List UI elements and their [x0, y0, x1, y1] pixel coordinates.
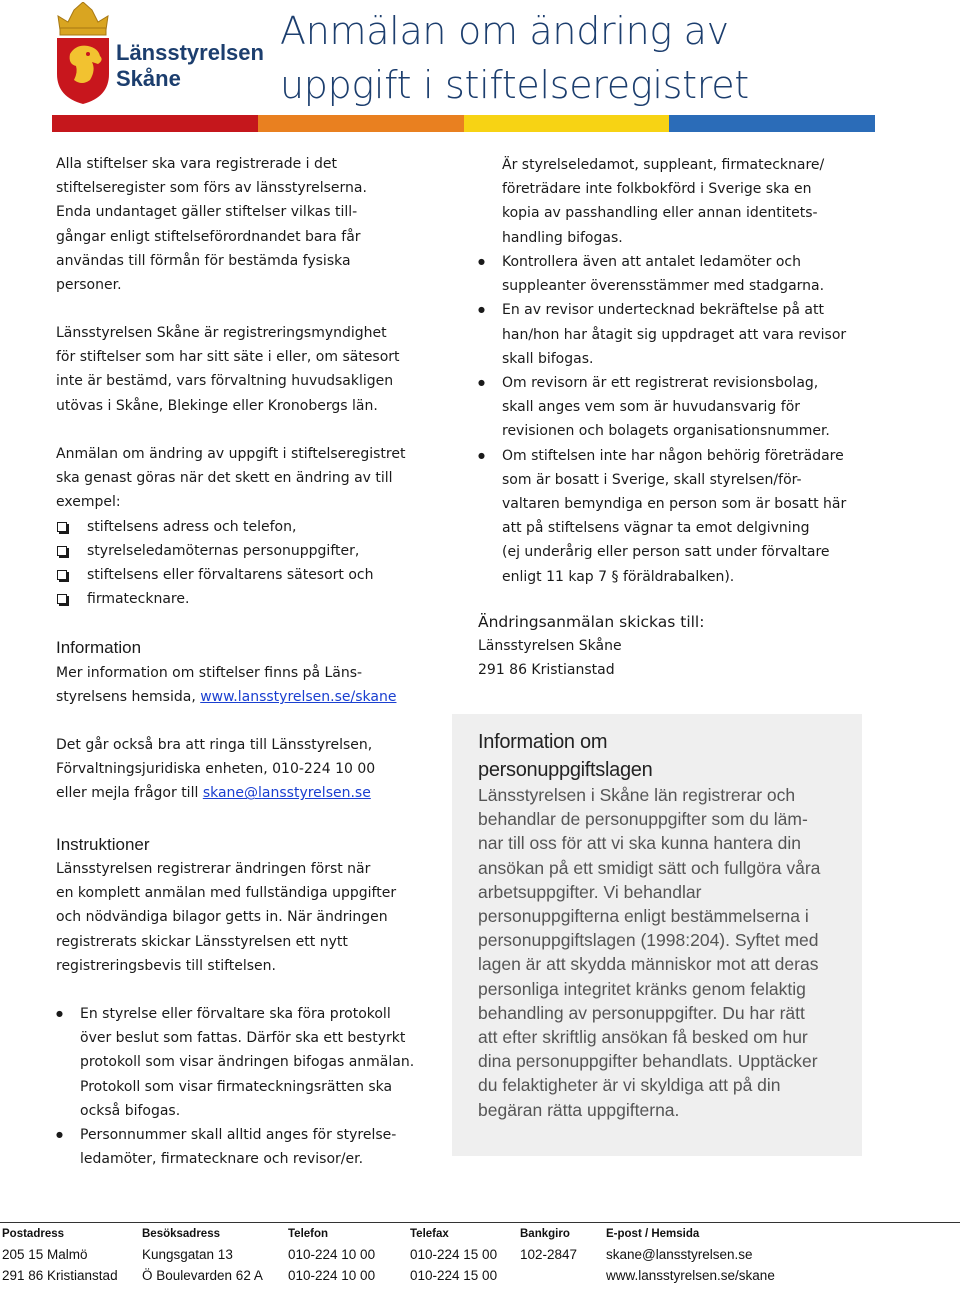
footer-divider: [0, 1222, 960, 1223]
authority-paragraph: Länsstyrelsen Skåne är registreringsmyndighet för stiftelser som har sitt säte i eller, om sätesort inte är bestämd, vars förvaltning huvudsakligen utövas i Skåne, Blekinge eller Kronobergs län.: [56, 325, 400, 414]
logo-wordmark: [116, 40, 264, 92]
document-title: [280, 4, 940, 112]
instructions-paragraph: Länsstyrelsen registrerar ändringen först när en komplett anmälan med fullständiga uppgifter och nödvändiga bilagor getts in. När ändringen registrerats skickar Länsstyrelsen ett nytt registreringsbevis till stiftelsen.: [56, 861, 397, 974]
checkbox-icon: [57, 594, 67, 604]
intro-paragraph: Alla stiftelser ska vara registrerade i det stiftelseregister som förs av länsstyrelserna. Enda undantaget gäller stiftelser vilkas till- gångar enligt stiftelseförordnandet bara får användas till förmån för bestämda fysiska personer.: [56, 156, 367, 294]
bullet-item: ● Om revisorn är ett registrerat revisionsbolag, skall anges vem som är huvudansvarig för revisionen och bolagets organisationsnummer.: [478, 371, 918, 444]
checklist-item: stiftelsens eller förvaltarens sätesort och: [56, 563, 446, 587]
privacy-info-title: Information om personuppgiftslagen: [478, 731, 653, 781]
color-bar-yellow: [464, 115, 670, 132]
logo-line-2: Skåne: [116, 66, 181, 91]
coat-of-arms-icon: [52, 2, 114, 106]
bullet-item: ● Om stiftelsen inte har någon behörig företrädare som är bosatt i Sverige, skall styrelsen/för- valtaren bemyndiga en person som är bosatt här att på stiftelsens vägnar ta emot delgivning (ej underårig eller person satt under förvaltare enligt 11 kap 7 § föräldrabalken).: [478, 444, 918, 589]
information-heading: Information: [56, 638, 142, 657]
footer-column-bankgiro: Bankgiro 102-2847: [520, 1228, 578, 1262]
checklist-item: styrelseledamöternas personuppgifter,: [56, 539, 446, 563]
send-to-heading: Ändringsanmälan skickas till:: [478, 613, 705, 631]
color-bar-red: [52, 115, 258, 132]
footer-column-postal: Postadress 205 15 Malmö 291 86 Kristianstad: [2, 1228, 118, 1283]
checklist-item: firmatecknare.: [56, 587, 446, 611]
website-link[interactable]: www.lansstyrelsen.se/skane: [200, 689, 397, 706]
bullet-item: ● En av revisor undertecknad bekräftelse på att han/hon har åtagit sig uppdraget att vara revisor skall bifogas.: [478, 298, 918, 371]
bullet-item: ● En styrelse eller förvaltare ska föra protokoll över beslut som fattas. Därför ska ett bestyrkt protokoll som visar ändringen bifogas anmälan. Protokoll som visar firmateckningsrätten ska också bifogas.: [56, 1002, 451, 1123]
instructions-bullet-list: [56, 1002, 451, 1171]
footer-column-phone: Telefon 010-224 10 00 010-224 10 00: [288, 1228, 376, 1283]
color-bar-orange: [258, 115, 464, 132]
checkbox-icon: [57, 522, 67, 532]
checkbox-icon: [57, 546, 67, 556]
instructions-heading: Instruktioner: [56, 835, 150, 854]
logo-line-1: Länsstyrelsen: [116, 40, 264, 65]
contact-paragraph: Det går också bra att ringa till Länsstyrelsen, Förvaltningsjuridiska enheten, 010-224 10 00 eller mejla frågor till skane@lansstyrelsen.se: [56, 737, 376, 802]
footer-column-visit: Besöksadress Kungsgatan 13 Ö Boulevarden 62 A: [142, 1228, 263, 1283]
checkbox-icon: [57, 570, 67, 580]
brand-color-bar: [52, 115, 875, 132]
privacy-info-body: Länsstyrelsen i Skåne län registrerar och behandlar de personuppgifter som du läm- nar till oss för att vi ska kunna hantera din ansökan på ett smidigt sätt och fullgöra våra arbetsuppgifter. Vi behandlar personuppgifterna enligt bestämmelserna i personuppgiftslagen (1998:204). Syftet med lagen är att skydda människor mot att deras personliga integritet kränks genom felaktig behandling av personuppgifter. Du har rätt att efter skriftlig ansökan få besked om hur dina personuppgifter behandlats. Upptäcker du felaktigheter är vi skyldiga att på din begäran rätta uppgifterna.: [478, 785, 821, 1120]
information-paragraph: Mer information om stiftelser finns på Läns- styrelsens hemsida, www.lansstyrelsen.se/skane: [56, 665, 397, 706]
identity-paragraph: Är styrelseledamot, suppleant, firmatecknare/ företrädare inte folkbokförd i Sverige ska en kopia av passhandling eller annan identitets- handling bifogas.: [502, 157, 825, 246]
email-link[interactable]: skane@lansstyrelsen.se: [202, 785, 371, 802]
footer-column-fax: Telefax 010-224 15 00 010-224 15 00: [410, 1228, 498, 1283]
change-checklist: [56, 515, 446, 612]
bullet-item: ● Kontrollera även att antalet ledamöter och suppleanter överensstämmer med stadgarna.: [478, 250, 918, 298]
send-to-address: Länsstyrelsen Skåne 291 86 Kristianstad: [478, 638, 622, 679]
footer-column-contact: E-post / Hemsida skane@lansstyrelsen.se www.lansstyrelsen.se/skane: [606, 1228, 775, 1283]
title-line-2: uppgift i stiftelseregistret: [280, 63, 749, 107]
title-line-1: Anmälan om ändring av: [280, 9, 729, 53]
checklist-item: stiftelsens adress och telefon,: [56, 515, 446, 539]
requirements-bullet-list: [478, 250, 918, 589]
bullet-item: ● Personnummer skall alltid anges för styrelse- ledamöter, firmatecknare och revisor/er.: [56, 1123, 451, 1171]
color-bar-blue: [669, 115, 875, 132]
change-paragraph: Anmälan om ändring av uppgift i stiftelseregistret ska genast göras när det skett en ändring av till exempel: stiftelsens adress och telefon, styrelseledamöternas personuppgifter, stiftelsens eller förvaltarens sätesort och firmatecknare.: [56, 442, 446, 611]
